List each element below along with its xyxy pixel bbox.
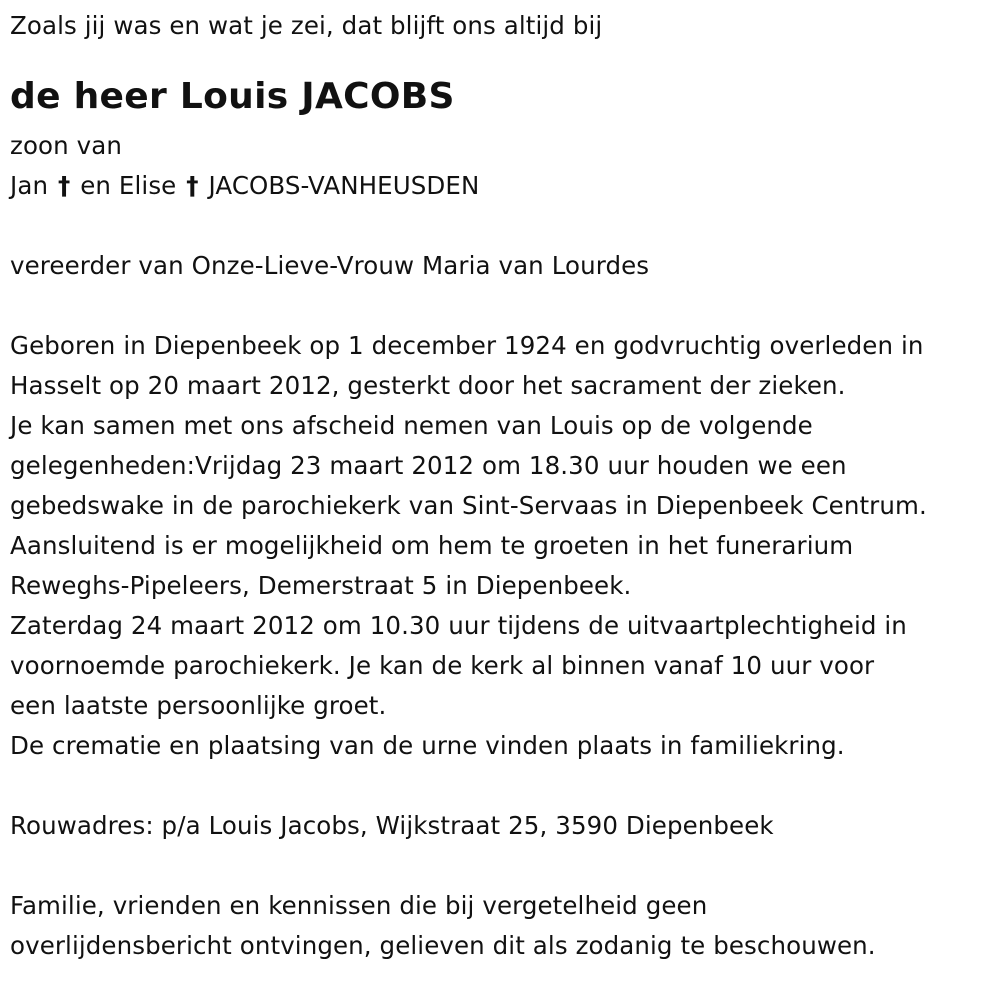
closing-line: overlijdensbericht ontvingen, gelieven dit als zodanig te beschouwen.	[10, 931, 876, 960]
body-line: Zaterdag 24 maart 2012 om 10.30 uur tijdens de uitvaartplechtigheid in	[10, 611, 907, 640]
devotion-text: vereerder van Onze-Lieve-Vrouw Maria van Lourdes	[10, 251, 650, 280]
family-name: JACOBS-VANHEUSDEN	[208, 171, 480, 200]
body-line: Je kan samen met ons afscheid nemen van Louis op de volgende	[10, 411, 813, 440]
motto: Zoals jij was en wat je zei, dat blijft ons altijd bij	[10, 11, 603, 40]
body-line: voornoemde parochiekerk. Je kan de kerk al binnen vanaf 10 uur voor	[10, 651, 875, 680]
body-line: Reweghs-Pipeleers, Demerstraat 5 in Diepenbeek.	[10, 571, 632, 600]
cross-icon: †	[57, 171, 71, 200]
deceased-name: de heer Louis JACOBS	[10, 76, 455, 117]
spacer	[10, 46, 995, 68]
body-paragraph	[10, 326, 995, 766]
mourning-address: Rouwadres: p/a Louis Jacobs, Wijkstraat 25, 3590 Diepenbeek	[10, 811, 774, 840]
connector-text: en	[80, 171, 112, 200]
spacer	[10, 766, 995, 806]
closing-paragraph	[10, 886, 995, 966]
body-line: De crematie en plaatsing van de urne vinden plaats in familiekring.	[10, 731, 845, 760]
body-line: Geboren in Diepenbeek op 1 december 1924 en godvruchtig overleden in	[10, 331, 924, 360]
spacer	[10, 846, 995, 886]
body-line: een laatste persoonlijke groet.	[10, 691, 387, 720]
spacer	[10, 286, 995, 326]
parents-line	[10, 166, 995, 206]
body-line: gebedswake in de parochiekerk van Sint-Servaas in Diepenbeek Centrum.	[10, 491, 927, 520]
closing-line: Familie, vrienden en kennissen die bij vergetelheid geen	[10, 891, 708, 920]
mother-name: Elise	[118, 171, 177, 200]
relation-text: zoon van	[10, 131, 122, 160]
cross-icon: †	[186, 171, 199, 200]
father-name: Jan	[10, 171, 49, 200]
body-line: Hasselt op 20 maart 2012, gesterkt door het sacrament der zieken.	[10, 371, 846, 400]
obituary-document	[10, 6, 995, 966]
body-line: Aansluitend is er mogelijkheid om hem te groeten in het funerarium	[10, 531, 854, 560]
body-line: gelegenheden:Vrijdag 23 maart 2012 om 18.30 uur houden we een	[10, 451, 847, 480]
spacer	[10, 206, 995, 246]
